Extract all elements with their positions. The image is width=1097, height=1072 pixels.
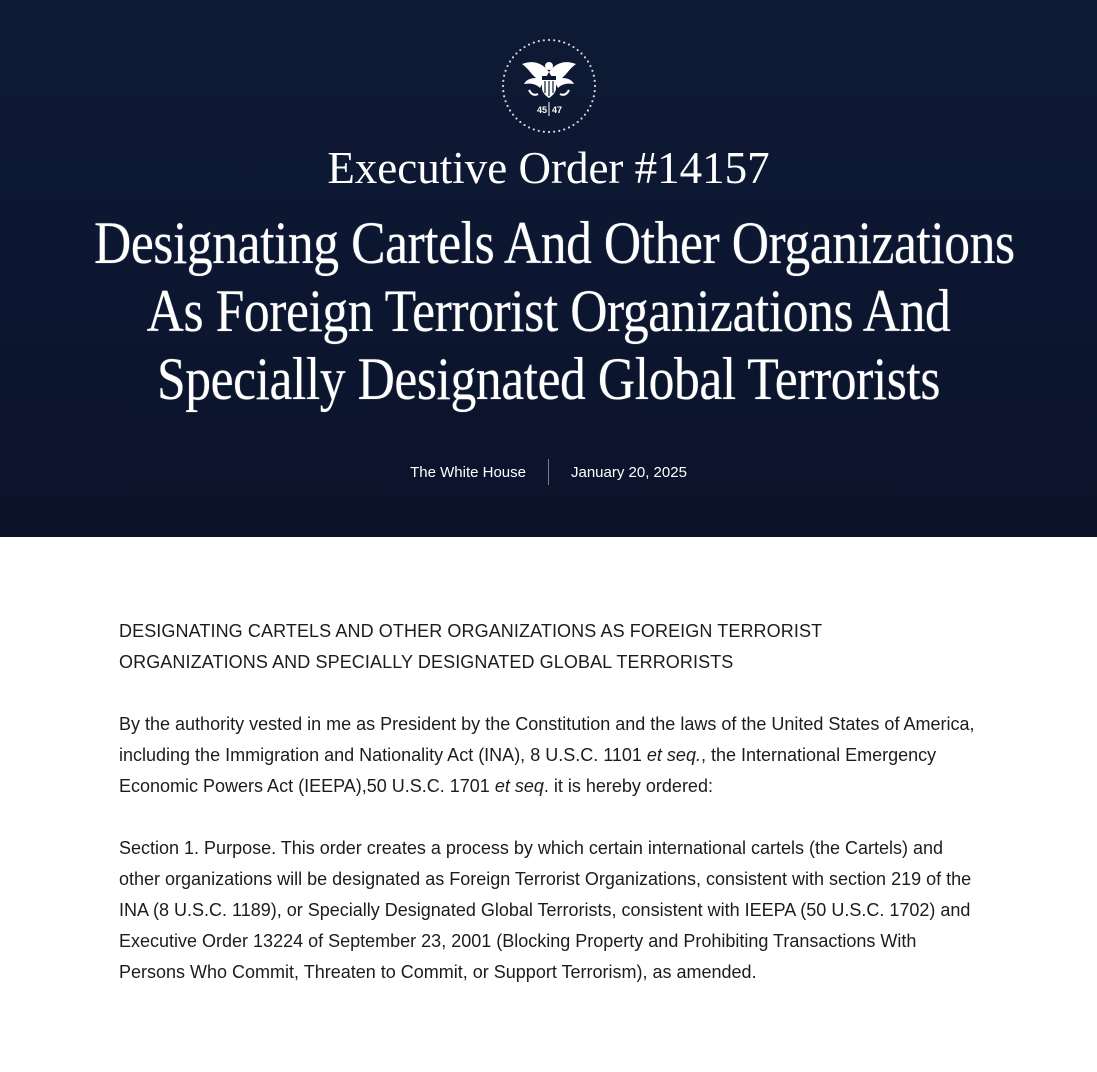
seal-star <box>572 124 574 126</box>
seal-star <box>589 105 591 107</box>
seal-star <box>506 65 508 67</box>
page-title-line: Designating Cartels And Other Organizations <box>93 210 1015 276</box>
seal-star <box>553 39 555 41</box>
executive-order-number: Executive Order #14157 <box>327 143 770 193</box>
seal-star <box>519 121 521 123</box>
presidential-seal-icon <box>498 38 600 134</box>
seal-star <box>528 126 530 128</box>
et-seq-italic: et seq <box>494 776 544 796</box>
seal-star <box>528 43 530 45</box>
seal-star <box>515 52 517 54</box>
seal-star <box>548 131 550 133</box>
et-seq-italic: et seq. <box>646 745 701 765</box>
seal-star <box>591 100 593 102</box>
seal-star <box>538 40 540 42</box>
seal-star <box>584 114 586 116</box>
intro-text: , the International Emergency Economic Powers Act (IEEPA),50 U.S.C. 1701 <box>119 745 937 796</box>
seal-star <box>504 100 506 102</box>
seal-star <box>523 124 525 126</box>
seal-star <box>591 70 593 72</box>
seal-star <box>594 90 596 92</box>
seal-star <box>533 41 535 43</box>
seal-star <box>502 90 504 92</box>
seal-star <box>577 121 579 123</box>
page-title-line: Specially Designated Global Terrorists <box>156 346 941 412</box>
seal-star <box>580 52 582 54</box>
seal-star <box>593 75 595 77</box>
article-body <box>119 616 979 1019</box>
seal-star <box>548 39 550 41</box>
seal-star <box>519 49 521 51</box>
seal-star <box>533 128 535 130</box>
seal-star <box>589 65 591 67</box>
seal-star <box>503 75 505 77</box>
seal-star <box>509 60 511 62</box>
seal-star <box>515 117 517 119</box>
seal-star <box>543 39 545 41</box>
author-link[interactable]: The White House <box>410 463 526 481</box>
seal-star <box>553 131 555 133</box>
seal-star <box>587 60 589 62</box>
seal-star <box>577 49 579 51</box>
seal-star <box>568 126 570 128</box>
seal-star <box>572 46 574 48</box>
intro-text: . it is hereby ordered: <box>543 776 713 796</box>
seal-star <box>512 114 514 116</box>
seal-star <box>502 80 504 82</box>
seal-star <box>587 109 589 111</box>
seal-star <box>512 56 514 58</box>
seal-star <box>580 117 582 119</box>
byline <box>0 458 1097 486</box>
seal-star <box>558 130 560 132</box>
seal-star <box>523 46 525 48</box>
order-heading-line: DESIGNATING CARTELS AND OTHER ORGANIZATIONS AS FOREIGN TERRORIST <box>119 621 823 641</box>
seal-number-right: 47 <box>551 105 563 115</box>
page-title-line: As Foreign Terrorist Organizations And <box>146 278 951 344</box>
intro-paragraph <box>119 709 979 802</box>
seal-star <box>563 128 565 130</box>
publish-date: January 20, 2025 <box>570 463 687 481</box>
seal-star <box>594 80 596 82</box>
seal-star <box>594 85 596 87</box>
order-heading <box>119 616 979 678</box>
seal-star <box>509 109 511 111</box>
seal-star <box>563 41 565 43</box>
seal-star <box>504 70 506 72</box>
seal-star <box>593 95 595 97</box>
seal-star <box>538 130 540 132</box>
page-title <box>93 209 1015 413</box>
seal-star <box>506 105 508 107</box>
intro-text: By the authority vested in me as President by the Constitution and the laws of the United States of America, including the Immigration and Nationality Act (INA), 8 U.S.C. 1101 <box>119 714 975 765</box>
seal-star <box>584 56 586 58</box>
seal-star <box>502 85 504 87</box>
seal-number-left: 45 <box>536 105 548 115</box>
order-heading-line: ORGANIZATIONS AND SPECIALLY DESIGNATED GLOBAL TERRORISTS <box>119 652 734 672</box>
seal-star <box>558 40 560 42</box>
seal-star <box>543 131 545 133</box>
section-1-paragraph: Section 1. Purpose. This order creates a process by which certain international cartels (the Cartels) and other organizations will be designated as Foreign Terrorist Organizations, consistent with section 219 of the INA (8 U.S.C. 1189), or Specially Designated Global Terrorists, consistent with IEEPA (50 U.S.C. 1702) and Executive Order 13224 of September 23, 2001 (Blocking Property and Prohibiting Transactions With Persons Who Commit, Threaten to Commit, or Support Terrorism), as amended. <box>119 838 972 982</box>
seal-star <box>503 95 505 97</box>
seal-star <box>568 43 570 45</box>
